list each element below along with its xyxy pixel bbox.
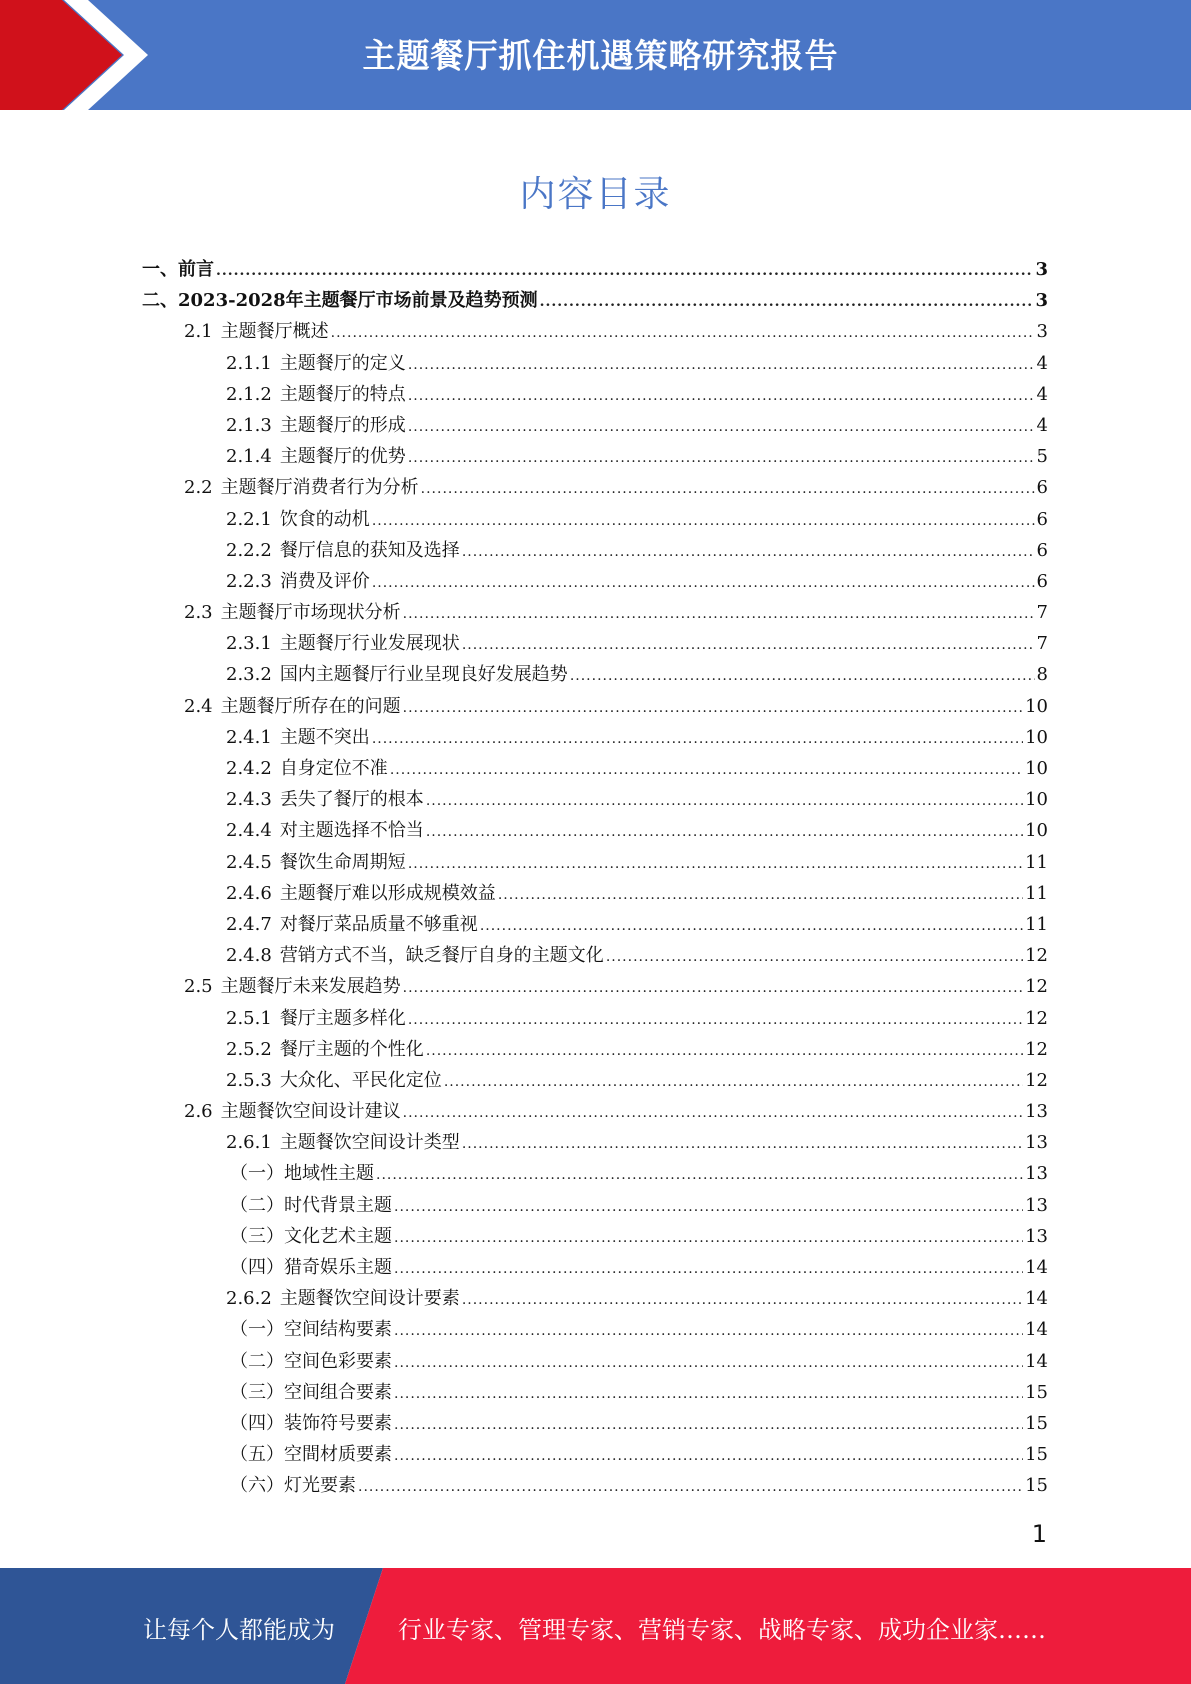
header-banner: [0, 0, 1191, 110]
toc-entry-page: 10: [1025, 789, 1048, 811]
toc-entry[interactable]: [142, 348, 1048, 379]
toc-entry-title: （四）猎奇娱乐主题: [230, 1257, 392, 1278]
toc-entry[interactable]: [142, 410, 1048, 441]
toc-entry-page: 11: [1025, 851, 1048, 873]
toc-entry-title: 消费及评价: [279, 570, 370, 592]
toc-entry-page: 15: [1025, 1444, 1048, 1466]
report-title: 主题餐厅抓住机遇策略研究报告: [362, 36, 839, 75]
toc-entry-title: （六）灯光要素: [230, 1475, 356, 1497]
toc-dot-leader: [462, 1129, 1023, 1160]
toc-entry[interactable]: [142, 316, 1048, 347]
toc-dot-leader: [408, 381, 1035, 412]
toc-entry-page: 10: [1025, 726, 1048, 748]
toc-entry-title: （二）时代背景主题: [230, 1194, 392, 1216]
toc-entry-title: 主题餐饮空间设计类型: [279, 1132, 460, 1154]
toc-dot-leader: [408, 350, 1035, 381]
toc-entry-page: 5: [1036, 446, 1048, 468]
toc-entry-page: 7: [1036, 602, 1048, 624]
toc-entry-title: 主题餐厅的形成: [279, 414, 406, 436]
toc-entry-title: 主题餐厅未来发展趋势: [220, 976, 401, 998]
toc-entry-number: 2.4: [184, 695, 213, 717]
toc-entry-page: 7: [1036, 633, 1048, 655]
toc-dot-leader: [462, 630, 1035, 661]
toc-entry-number: 2.4.7: [226, 913, 272, 935]
toc-entry-number: 2.2.2: [226, 539, 272, 561]
toc-entry-number: 2.3.1: [226, 633, 272, 655]
toc-entry-number: 2.4.3: [226, 789, 272, 811]
toc-entry-number: 2.6: [184, 1101, 213, 1123]
toc-dot-leader: [403, 693, 1023, 724]
toc-dot-leader: [372, 724, 1023, 755]
toc-entry[interactable]: [142, 441, 1048, 472]
toc-entry[interactable]: [142, 1439, 1048, 1470]
toc-entry[interactable]: [142, 1221, 1048, 1252]
toc-entry-title: 主题餐厅所存在的问题: [220, 695, 401, 717]
toc-entry-number: 2.4.4: [226, 820, 272, 842]
toc-entry-title: 主题餐厅消费者行为分析: [220, 477, 419, 499]
toc-dot-leader: [426, 817, 1023, 848]
toc-entry-number: 2.5.1: [226, 1007, 272, 1029]
toc-entry-title: 主题餐厅的优势: [279, 446, 406, 468]
toc-entry-title: 餐厅主题的个性化: [279, 1038, 424, 1060]
toc-entry[interactable]: [142, 1408, 1048, 1439]
toc-entry-page: 15: [1025, 1381, 1048, 1403]
toc-entry-title: 一、前言: [142, 259, 214, 280]
toc-entry-title: 主题餐厅的特点: [279, 383, 406, 405]
toc-dot-leader: [331, 318, 1035, 349]
toc-entry-page: 14: [1025, 1319, 1048, 1341]
toc-entry-page: 15: [1025, 1475, 1048, 1497]
toc-entry[interactable]: [142, 285, 1048, 316]
toc-entry[interactable]: [142, 659, 1048, 690]
toc-entry-title: 自身定位不准: [279, 758, 388, 779]
toc-entry-number: 2.4.1: [226, 726, 272, 748]
toc-dot-leader: [498, 880, 1023, 911]
toc-entry-number: 2.1: [184, 321, 213, 343]
toc-entry-number: 2.2.1: [226, 508, 272, 530]
toc-entry[interactable]: [142, 1034, 1048, 1065]
toc-entry[interactable]: [142, 691, 1048, 722]
toc-dot-leader: [403, 1098, 1023, 1129]
toc-entry-page: 13: [1025, 1194, 1048, 1216]
toc-entry-page: 12: [1025, 1007, 1048, 1029]
toc-entry-page: 6: [1036, 508, 1048, 530]
toc-dot-leader: [394, 1379, 1023, 1410]
page-number: 1: [1031, 1520, 1047, 1548]
toc-entry-title: 主题餐厅市场现状分析: [220, 602, 401, 624]
toc-dot-leader: [462, 1285, 1023, 1316]
toc-entry-page: 12: [1025, 976, 1048, 998]
toc-dot-leader: [394, 1441, 1023, 1472]
toc-entry-number: 2.6.1: [226, 1132, 272, 1154]
toc-dot-leader: [358, 1472, 1023, 1503]
toc-dot-leader: [216, 256, 1033, 287]
toc-heading: 内容目录: [519, 174, 672, 215]
toc-dot-leader: [394, 1223, 1023, 1254]
toc-entry-page: 8: [1036, 664, 1048, 686]
toc-dot-leader: [394, 1316, 1023, 1347]
toc-entry-page: 14: [1025, 1350, 1048, 1372]
toc-entry[interactable]: [142, 909, 1048, 940]
toc-dot-leader: [462, 537, 1035, 568]
toc-entry[interactable]: [142, 1158, 1048, 1189]
toc-entry-page: 10: [1025, 820, 1048, 842]
toc-entry-page: 15: [1025, 1412, 1048, 1434]
toc-entry-number: 2.4.8: [226, 945, 272, 967]
toc-dot-leader: [372, 568, 1035, 599]
toc-entry-page: 14: [1025, 1288, 1048, 1310]
toc-entry-number: 2.4.2: [226, 758, 272, 779]
toc-entry-title: 餐厅主题多样化: [279, 1007, 406, 1029]
toc-entry-number: 2.1.4: [226, 446, 272, 468]
toc-entry-page: 3: [1036, 321, 1048, 343]
toc-dot-leader: [408, 443, 1035, 474]
toc-entry-number: 2.2.3: [226, 570, 272, 592]
toc-entry-title: 餐饮生命周期短: [279, 851, 406, 873]
toc-dot-leader: [540, 287, 1034, 318]
toc-entry[interactable]: [142, 597, 1048, 628]
toc-entry-page: 6: [1036, 539, 1048, 561]
toc-dot-leader: [394, 1348, 1023, 1379]
toc-dot-leader: [403, 599, 1035, 630]
toc-entry-page: 6: [1036, 570, 1048, 592]
toc-entry[interactable]: [142, 722, 1048, 753]
toc-entry-title: 大众化、平民化定位: [279, 1069, 442, 1091]
toc-entry[interactable]: [142, 535, 1048, 566]
toc-entry-number: 2.3.2: [226, 664, 272, 686]
toc-dot-leader: [408, 849, 1023, 880]
toc-dot-leader: [480, 911, 1023, 942]
toc-entry-title: （四）装饰符号要素: [230, 1412, 392, 1434]
toc-entry-page: 13: [1025, 1225, 1048, 1247]
toc-entry[interactable]: [142, 1065, 1048, 1096]
toc-entry-page: 13: [1025, 1101, 1048, 1123]
footer-slogan-left: 让每个人都能成为: [143, 1616, 335, 1644]
toc-entry-page: 14: [1025, 1257, 1048, 1278]
toc-entry-number: 2.1.3: [226, 414, 272, 436]
toc-entry-title: 二、2023-2028年主题餐厅市场前景及趋势预测: [142, 290, 538, 312]
toc-entry-title: 丢失了餐厅的根本: [279, 789, 424, 811]
toc-entry[interactable]: [142, 1283, 1048, 1314]
toc-entry[interactable]: [142, 878, 1048, 909]
toc-entry-page: 4: [1036, 414, 1048, 436]
toc-entry-number: 2.1.2: [226, 383, 272, 405]
toc-entry[interactable]: [142, 1003, 1048, 1034]
toc-dot-leader: [394, 1192, 1023, 1223]
toc-dot-leader: [426, 786, 1023, 817]
toc-entry-page: 12: [1025, 1069, 1048, 1091]
toc-entry-number: 2.5.3: [226, 1069, 272, 1091]
toc-entry[interactable]: [142, 1377, 1048, 1408]
toc-entry-number: 2.4.5: [226, 851, 272, 873]
toc-entry-title: 主题餐饮空间设计要素: [279, 1288, 460, 1310]
toc-entry-title: 主题餐厅难以形成规模效益: [279, 882, 496, 904]
toc-entry-page: 10: [1025, 758, 1048, 779]
toc-entry[interactable]: [142, 1314, 1048, 1345]
toc-entry[interactable]: [142, 1470, 1048, 1501]
toc-entry-page: 11: [1025, 913, 1048, 935]
toc-entry-number: 2.4.6: [226, 882, 272, 904]
toc-entry-page: 6: [1036, 477, 1048, 499]
toc-entry-page: 4: [1036, 352, 1048, 374]
toc-entry[interactable]: [142, 753, 1048, 784]
toc-dot-leader: [408, 412, 1035, 443]
toc-entry-title: （五）空間材质要素: [230, 1444, 392, 1466]
toc-entry-title: （一）地域性主题: [230, 1163, 374, 1185]
footer-slogan-right: 行业专家、管理专家、营销专家、战略专家、成功企业家……: [398, 1616, 1046, 1644]
toc-entry-number: 2.5.2: [226, 1038, 272, 1060]
toc-entry-title: 主题餐饮空间设计建议: [220, 1101, 401, 1123]
toc-entry-number: 2.1.1: [226, 352, 272, 374]
toc-dot-leader: [606, 942, 1023, 973]
toc-entry-title: 主题餐厅概述: [220, 321, 329, 343]
toc-entry-title: 对餐厅菜品质量不够重视: [279, 913, 478, 935]
table-of-contents: [142, 254, 1048, 1502]
toc-entry-title: 餐厅信息的获知及选择: [279, 539, 460, 561]
toc-entry-page: 10: [1025, 695, 1048, 717]
toc-entry-number: 2.2: [184, 477, 213, 499]
toc-entry[interactable]: [142, 628, 1048, 659]
toc-entry-title: 饮食的动机: [279, 508, 370, 530]
toc-entry-page: 13: [1025, 1163, 1048, 1185]
toc-entry[interactable]: [142, 1190, 1048, 1221]
toc-entry-number: 2.6.2: [226, 1288, 272, 1310]
toc-entry-page: 3: [1035, 290, 1048, 312]
toc-entry-title: 主题餐厅行业发展现状: [279, 633, 460, 655]
toc-entry[interactable]: [142, 1096, 1048, 1127]
toc-dot-leader: [403, 973, 1023, 1004]
toc-entry[interactable]: [142, 815, 1048, 846]
toc-entry[interactable]: [142, 379, 1048, 410]
toc-dot-leader: [390, 755, 1023, 786]
toc-entry-title: （二）空间色彩要素: [230, 1350, 392, 1372]
toc-dot-leader: [376, 1160, 1023, 1191]
toc-entry[interactable]: [142, 566, 1048, 597]
toc-entry[interactable]: [142, 940, 1048, 971]
toc-entry-page: 12: [1025, 945, 1048, 967]
toc-dot-leader: [394, 1254, 1023, 1285]
toc-entry[interactable]: [142, 472, 1048, 503]
toc-entry[interactable]: [142, 1346, 1048, 1377]
toc-entry[interactable]: [142, 1252, 1048, 1283]
toc-dot-leader: [426, 1036, 1023, 1067]
toc-entry[interactable]: [142, 504, 1048, 535]
toc-entry[interactable]: [142, 847, 1048, 878]
toc-entry-number: 2.5: [184, 976, 213, 998]
toc-entry-page: 12: [1025, 1038, 1048, 1060]
toc-entry-title: 主题餐厅的定义: [279, 352, 406, 374]
toc-entry-title: （一）空间结构要素: [230, 1319, 392, 1341]
toc-entry-number: 2.3: [184, 602, 213, 624]
toc-dot-leader: [570, 661, 1035, 692]
toc-entry-title: 国内主题餐厅行业呈现良好发展趋势: [279, 664, 568, 686]
toc-entry-page: 4: [1036, 383, 1048, 405]
toc-dot-leader: [372, 506, 1035, 537]
toc-entry-title: （三）文化艺术主题: [230, 1225, 392, 1247]
toc-entry[interactable]: [142, 1127, 1048, 1158]
toc-entry-title: 营销方式不当，缺乏餐厅自身的主题文化: [279, 945, 604, 967]
toc-entry-title: 对主题选择不恰当: [279, 820, 424, 842]
toc-entry[interactable]: [142, 971, 1048, 1002]
toc-dot-leader: [421, 474, 1035, 505]
toc-entry-page: 13: [1025, 1132, 1048, 1154]
toc-entry[interactable]: [142, 784, 1048, 815]
footer-banner: [0, 1568, 1191, 1684]
toc-entry[interactable]: [142, 254, 1048, 285]
toc-dot-leader: [394, 1410, 1023, 1441]
toc-entry-title: （三）空间组合要素: [230, 1381, 392, 1403]
toc-entry-title: 主题不突出: [279, 726, 370, 748]
toc-dot-leader: [444, 1067, 1023, 1098]
toc-entry-page: 3: [1035, 259, 1048, 280]
toc-dot-leader: [408, 1005, 1023, 1036]
toc-entry-page: 11: [1025, 882, 1048, 904]
